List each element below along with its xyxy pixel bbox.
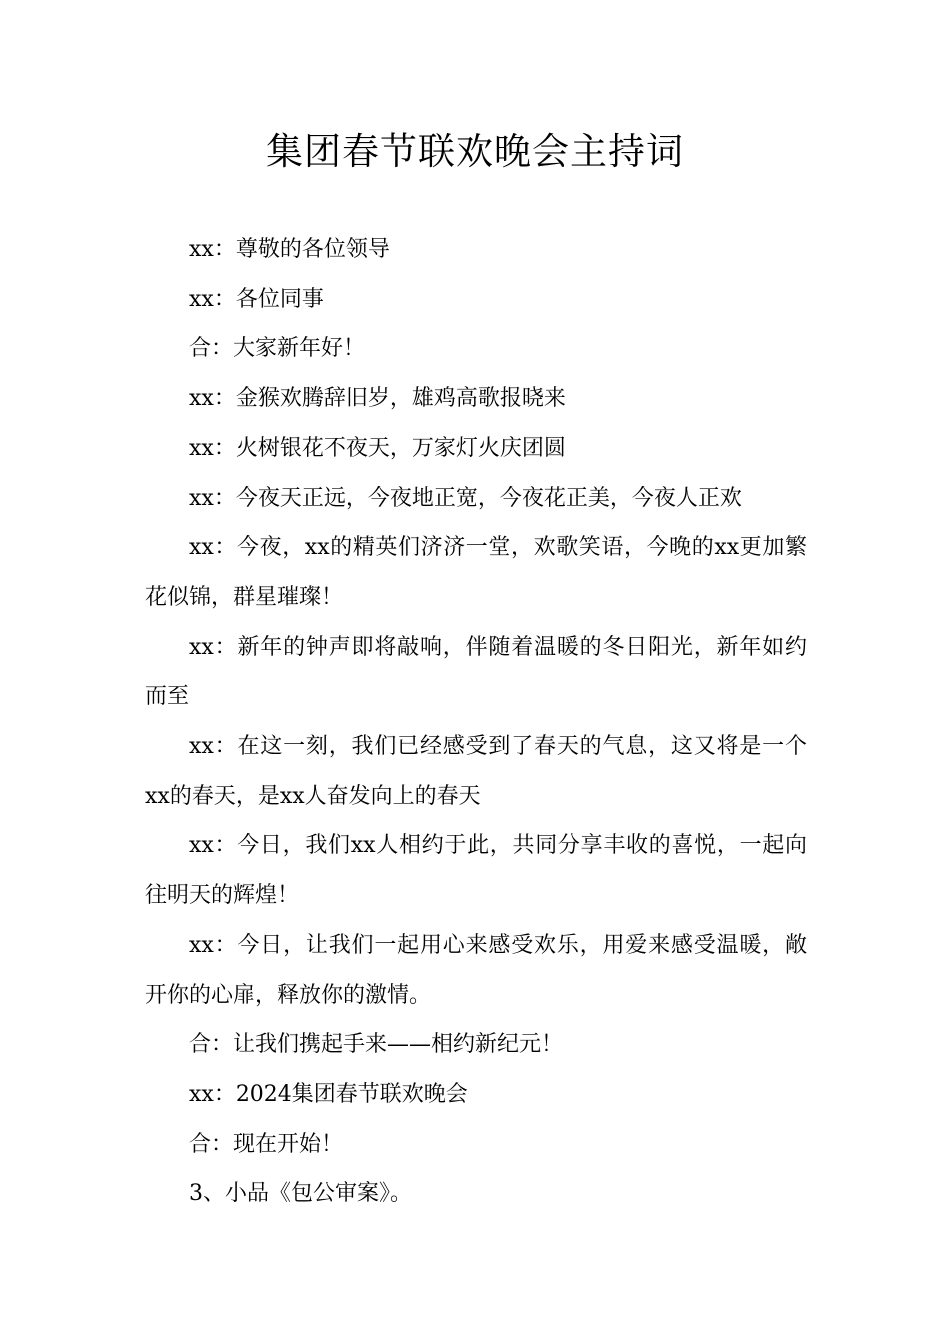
paragraph: 合：让我们携起手来——相约新纪元！ bbox=[189, 1032, 564, 1058]
paragraph: xx：在这一刻，我们已经感受到了春天的气息，这又将是一个xx的春天，是xx人奋发向上的春天 bbox=[145, 734, 807, 809]
paragraph: xx：火树银花不夜天，万家灯火庆团圆 bbox=[189, 435, 566, 461]
document-body bbox=[145, 225, 807, 1219]
paragraph: xx：今夜天正远，今夜地正宽，今夜花正美，今夜人正欢 bbox=[189, 485, 742, 511]
paragraph: 3、小品《包公审案》。 bbox=[189, 1181, 412, 1207]
paragraph: xx：2024集团春节联欢晚会 bbox=[189, 1081, 468, 1107]
paragraph: xx：今日，我们xx人相约于此，共同分享丰收的喜悦，一起向往明天的辉煌！ bbox=[145, 833, 807, 909]
paragraph: xx：今日，让我们一起用心来感受欢乐，用爱来感受温暖，敞开你的心扉，释放你的激情。 bbox=[145, 932, 807, 1008]
paragraph: xx：今夜，xx的精英们济济一堂，欢歌笑语，今晚的xx更加繁花似锦，群星璀璨！ bbox=[145, 535, 807, 610]
paragraph: xx：尊敬的各位领导 bbox=[189, 237, 390, 262]
paragraph: 合：大家新年好！ bbox=[189, 336, 366, 362]
paragraph: xx：新年的钟声即将敲响，伴随着温暖的冬日阳光，新年如约而至 bbox=[145, 634, 807, 710]
paragraph: xx：金猴欢腾辞旧岁，雄鸡高歌报晓来 bbox=[189, 386, 566, 412]
paragraph: xx：各位同事 bbox=[189, 286, 324, 312]
document-title: 集团春节联欢晚会主持词 bbox=[266, 130, 684, 173]
paragraph: 合：现在开始！ bbox=[189, 1131, 344, 1157]
